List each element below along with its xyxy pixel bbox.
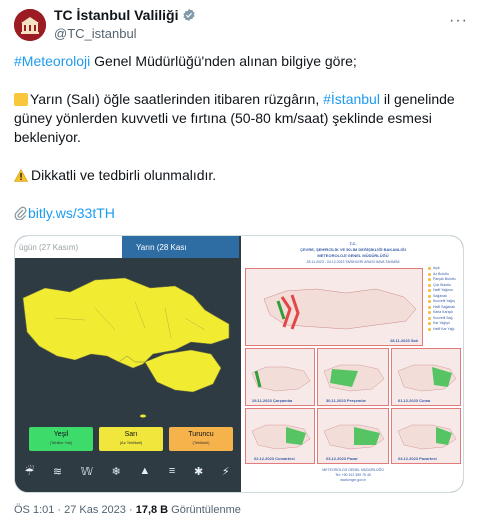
side-legend-9: Kuvvetli Sağ. [427, 316, 463, 322]
meta-separator-2: · [125, 504, 136, 516]
side-legend-11: Hafif Kar Yağı [427, 327, 463, 333]
view-count-label: Görüntülenme [168, 504, 241, 516]
forecast-subtitle: 28.11.2023 - 04.12.2023 TARİHLERİ ARASI HAVA TAHMİNİ [306, 260, 400, 264]
tweet-header [0, 0, 486, 52]
tab-tomorrow: Yarın (28 Kası [122, 236, 239, 258]
tweet-paragraph-3 [14, 166, 472, 185]
frost-icon: ✱ [193, 465, 204, 478]
hashtag-meteoroloji[interactable]: #Meteoroloji [14, 53, 91, 69]
legend-orange-label: Turuncu [188, 431, 214, 438]
side-legend-7: Hafif Sağanak [427, 305, 463, 311]
side-legend-5: Sağanak [427, 294, 463, 300]
legend-green [29, 427, 93, 451]
footer-line-0: METEOROLOJİ GENEL MÜDÜRLÜĞÜ [322, 468, 384, 472]
account-avatar[interactable] [14, 9, 46, 41]
day-tabs [15, 236, 239, 258]
wind-icon: 𝕎 [80, 465, 93, 478]
warning-map-image[interactable] [15, 236, 239, 493]
tweet-meta [14, 504, 241, 516]
side-legend-4: Hafif Yağmur [427, 288, 463, 294]
yellow-square-emoji-icon [14, 93, 28, 106]
paragraph-1-text: Genel Müdürlüğü'nden alınan bilgiye göre; [90, 53, 357, 69]
istanbul-map [15, 258, 239, 428]
forecast-footer [311, 468, 395, 483]
forecast-title-line3: METEOROLOJİ GENEL MÜDÜRLÜĞÜ [317, 253, 389, 258]
verified-badge-icon [182, 8, 196, 22]
short-link[interactable]: bitly.ws/33tTH [28, 205, 115, 221]
panel-4-date: 01.12.2023 Cuma [398, 398, 431, 403]
panel-3-date: 30.11.2023 Perşembe [326, 398, 367, 403]
meta-separator: · [54, 504, 65, 516]
tab-today: ügün (27 Kasım) [15, 236, 122, 258]
side-legend-10: Kar Yağışlı [427, 321, 463, 327]
forecast-panel-2 [245, 348, 315, 406]
valilik-logo-icon [14, 9, 46, 41]
avalanche-icon: ▲ [139, 465, 151, 477]
warning-legend [29, 427, 239, 451]
forecast-title-line2: ÇEVRE, ŞEHİRCİLİK VE İKLİM DEĞİŞİKLİĞİ BAKANLIĞI [300, 247, 406, 252]
forecast-title-line1: T.C. [349, 241, 357, 246]
panel-1-date: 28.11.2023 Salı [389, 338, 418, 343]
legend-orange [169, 427, 233, 451]
panel-6-date: 03.12.2023 Pazar [326, 456, 358, 461]
side-legend-0: Açık [427, 266, 463, 272]
forecast-image[interactable] [241, 236, 464, 493]
legend-green-sub: (Tehlike Yok) [49, 440, 73, 445]
forecast-side-legend [427, 266, 463, 344]
tweet-time[interactable]: ÖS 1:01 [14, 504, 55, 516]
fog-icon: ≡ [168, 465, 176, 477]
side-legend-6: Kuvvetli Yağış [427, 299, 463, 305]
hashtag-istanbul[interactable]: #İstanbul [323, 91, 380, 107]
view-count: 17,8 B [135, 504, 169, 516]
panel-7-date: 04.12.2023 Pazartesi [398, 456, 437, 461]
snow-icon: ❄ [111, 465, 121, 478]
forecast-panel-3 [317, 348, 389, 406]
tweet-paragraph-1 [14, 52, 472, 71]
tweet-text [14, 52, 472, 242]
account-name[interactable]: TC İstanbul Valiliği [54, 7, 179, 23]
paragraph-2-text-b: il genelinde güney yönlerden kuvvetli ve fırtına (50-80 km/saat) şeklinde esmesi bekleniyor. [14, 91, 455, 145]
footer-line-2: www.mgm.gov.tr [340, 478, 366, 482]
paragraph-2-text-a: Yarın (Salı) öğle saatlerinden itibaren rüzgârın, [30, 91, 324, 107]
footer-line-1: Tel: +90 312 359 75 45 [335, 473, 371, 477]
paperclip-emoji-icon [14, 206, 27, 220]
legend-orange-sub: (Tehlikeli) [192, 440, 210, 445]
weather-icons-row [15, 458, 239, 484]
rain-icon: ☔ [24, 465, 35, 478]
turkey-map-1 [246, 269, 423, 346]
more-options-icon[interactable]: ··· [449, 12, 468, 29]
legend-yellow [99, 427, 163, 451]
panel-2-date: 29.11.2023 Çarşamba [252, 398, 293, 403]
forecast-panel-5 [245, 408, 315, 464]
account-handle[interactable]: @TC_istanbul [54, 26, 137, 41]
legend-yellow-label: Sarı [124, 431, 138, 438]
tweet-paragraph-4 [14, 204, 472, 223]
forecast-panel-4 [391, 348, 461, 406]
side-legend-1: Az Bulutlu [427, 272, 463, 278]
paragraph-3-text: Dikkatli ve tedbirli olunmalıdır. [31, 167, 217, 183]
sandstorm-icon: ≋ [52, 465, 63, 478]
forecast-panel-1 [245, 268, 423, 346]
lightning-icon: ⚡ [221, 465, 230, 478]
warning-emoji-icon [14, 169, 28, 182]
legend-green-label: Yeşil [53, 431, 69, 438]
tweet-paragraph-2 [14, 90, 472, 147]
forecast-panel-6 [317, 408, 389, 464]
legend-yellow-sub: (Az Tehlikeli) [119, 440, 143, 445]
panel-5-date: 02.12.2023 Cumartesi [254, 456, 295, 461]
tweet-media [14, 235, 464, 493]
forecast-panel-7 [391, 408, 461, 464]
forecast-title [281, 241, 425, 259]
side-legend-3: Çok Bulutlu [427, 283, 463, 289]
side-legend-2: Parçalı Bulutlu [427, 277, 463, 283]
side-legend-8: Karla Karışık [427, 310, 463, 316]
tweet-date[interactable]: 27 Kas 2023 [64, 504, 126, 516]
